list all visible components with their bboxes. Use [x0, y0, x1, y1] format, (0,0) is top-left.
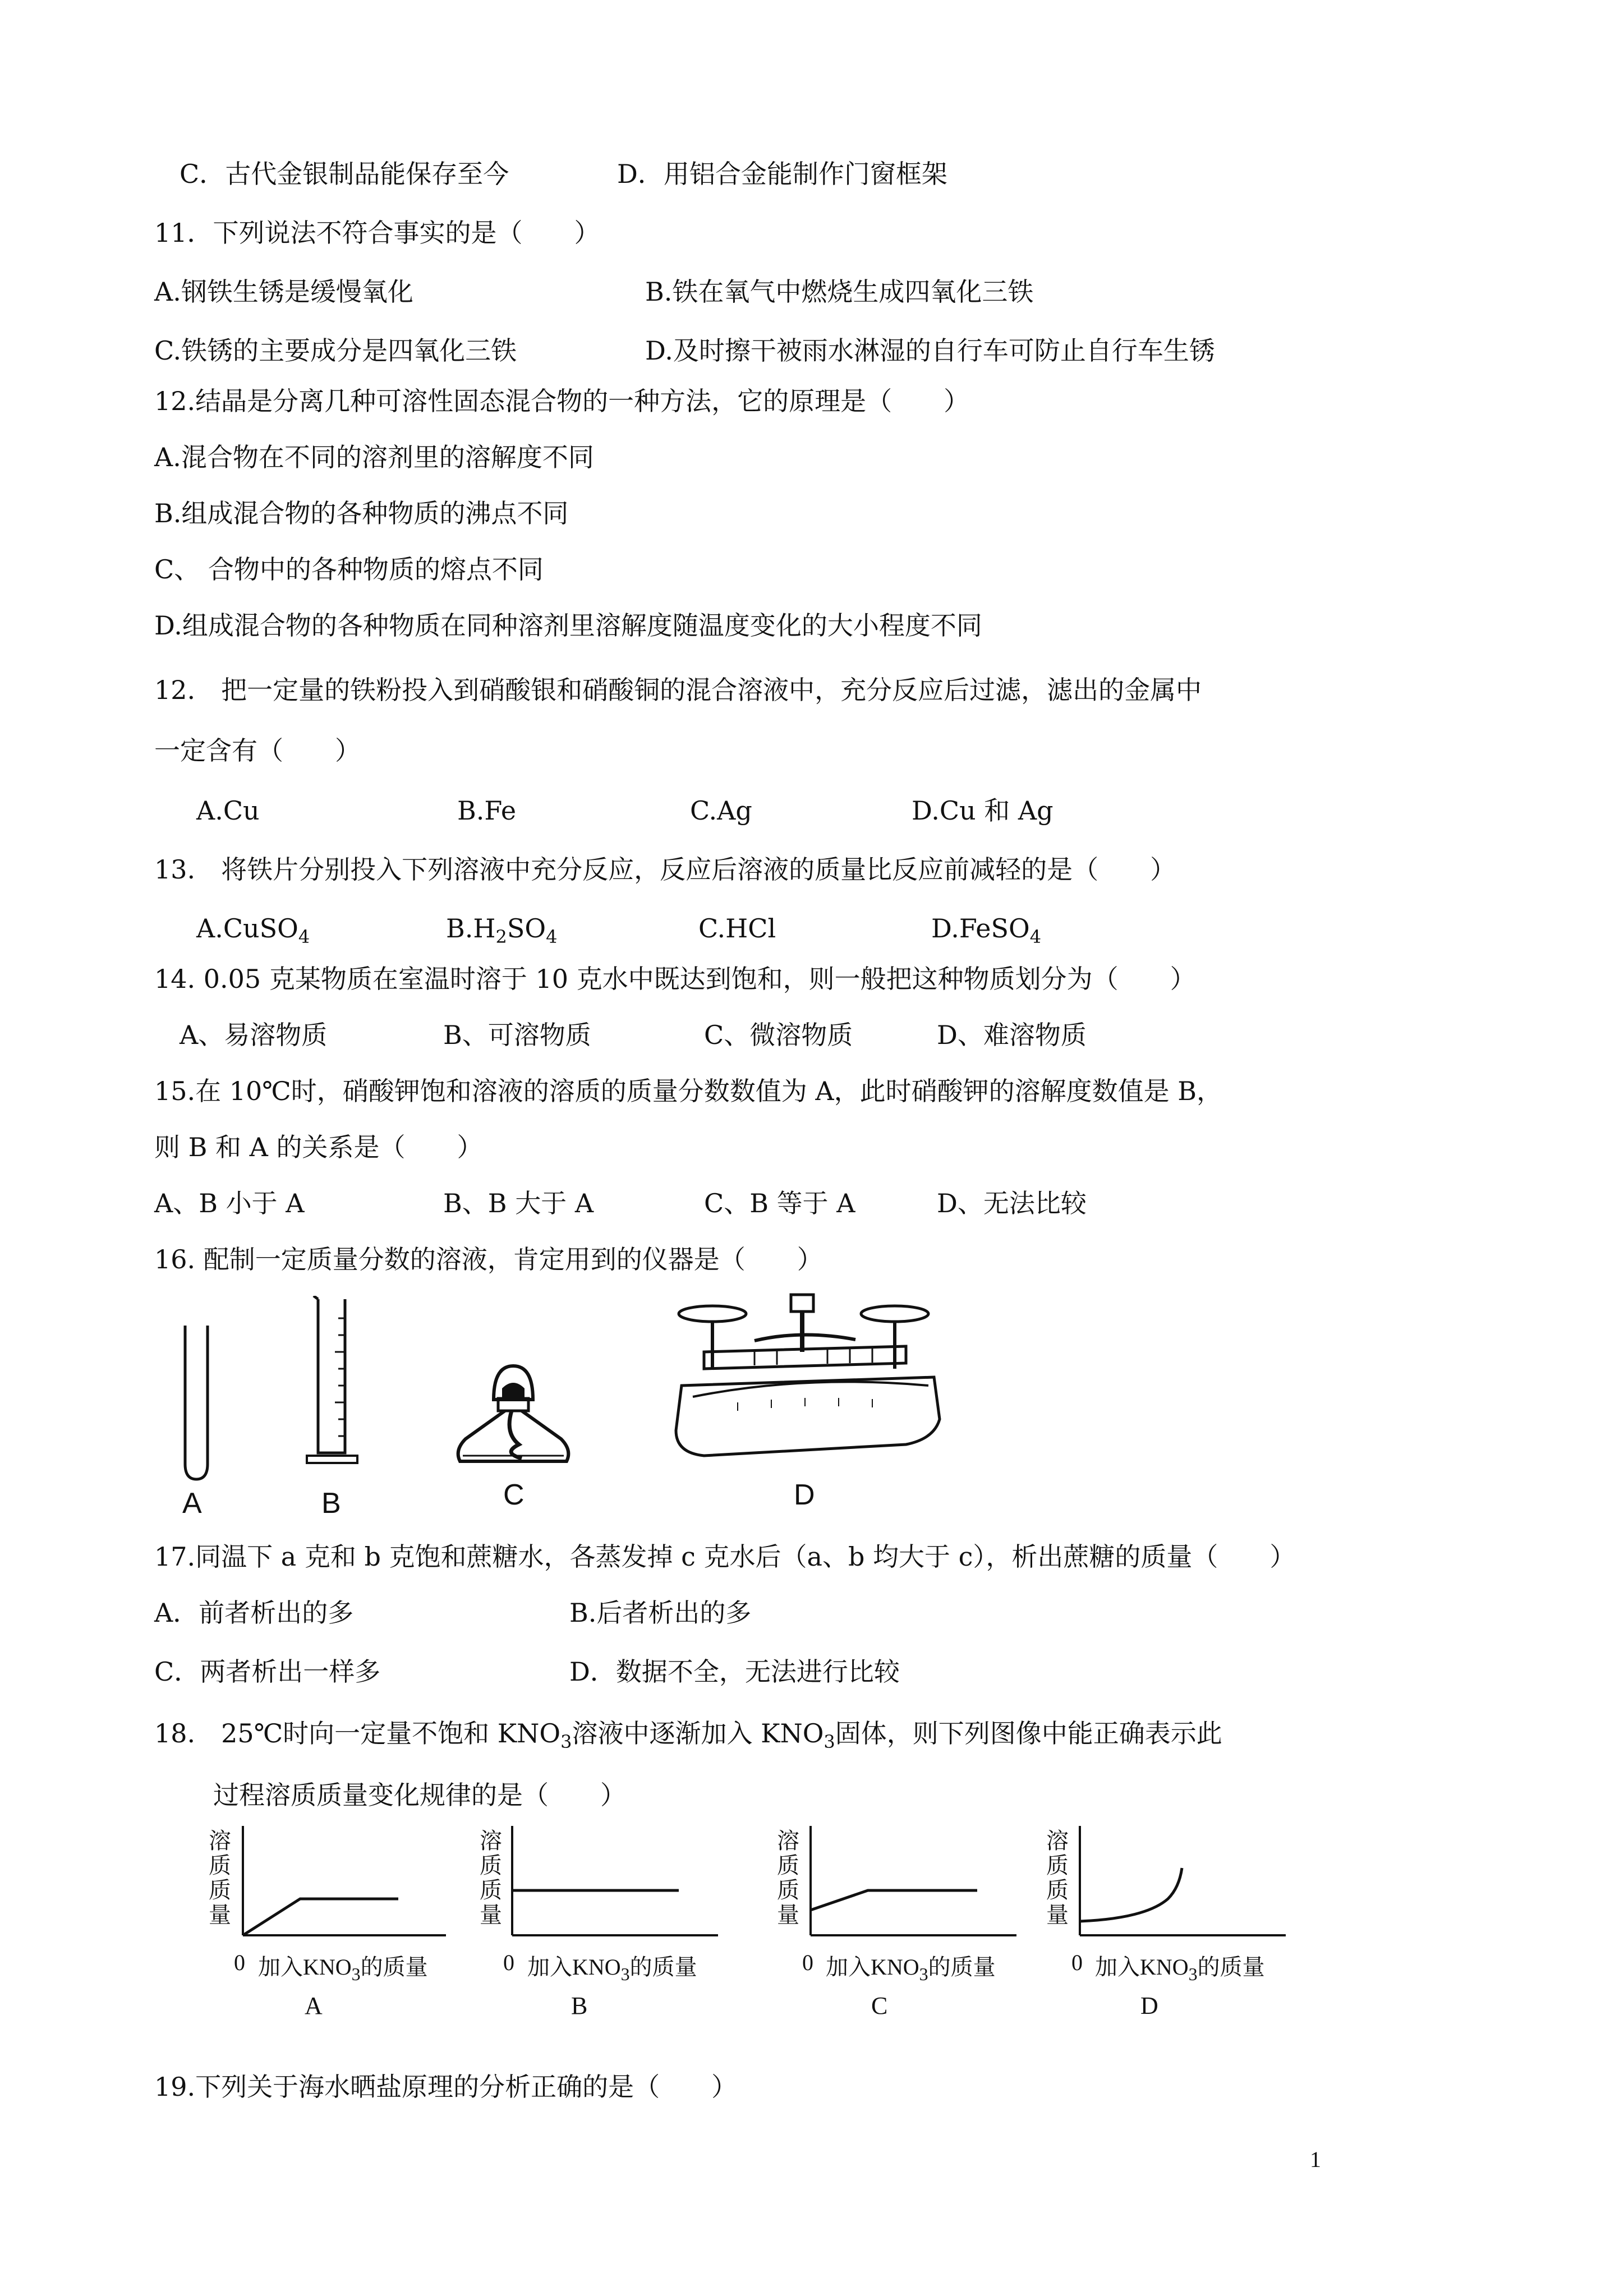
alcohol-lamp-drawing [449, 1355, 578, 1467]
q12b-option-a: A.Cu [196, 795, 260, 826]
graduated-cylinder-drawing [306, 1296, 359, 1467]
graph-a-plot [236, 1820, 452, 1947]
graph-a-curve [243, 1899, 398, 1935]
q17-option-b: B.后者析出的多 [569, 1598, 752, 1628]
apparatus-c-label: C [503, 1479, 525, 1511]
graph-b-x-label: 加入$KNO_3$的质量 [527, 1954, 697, 1984]
q13-option-a: A.CuSO$_4$ [196, 913, 310, 947]
q12b-stem-line2: 一定含有（ ） [154, 735, 361, 766]
graph-c-plot [803, 1820, 1022, 1947]
graph-c-caption: C [871, 1992, 888, 2019]
q19-stem: 19.下列关于海水晒盐原理的分析正确的是（ ） [154, 2072, 738, 2102]
q13-option-c: C.HCl [698, 913, 776, 944]
apparatus-a-label: A [182, 1487, 202, 1520]
graph-b-y-label: 溶 质 质 量 [480, 1828, 502, 1928]
page-number: 1 [1310, 2147, 1321, 2172]
q11-option-b: B.铁在氧气中燃烧生成四氧化三铁 [645, 277, 1034, 307]
q15-stem-line1: 15.在 10℃时，硝酸钾饱和溶液的溶质的质量分数数值为 A，此时硝酸钾的溶解度数值是 B， [154, 1076, 1223, 1106]
q11-option-a: A.钢铁生锈是缓慢氧化 [154, 277, 413, 307]
q12b-stem-line1: 12. 把一定量的铁粉投入到硝酸银和硝酸铜的混合溶液中，充分反应后过滤，滤出的金属中 [154, 675, 1202, 705]
q12a-stem: 12.结晶是分离几种可溶性固态混合物的一种方法，它的原理是（ ） [154, 386, 970, 416]
q14-option-d: D、难溶物质 [937, 1020, 1087, 1050]
q12a-option-d: D.组成混合物的各种物质在同种溶剂里溶解度随温度变化的大小程度不同 [154, 610, 982, 641]
graph-b-origin: 0 [503, 1950, 514, 1975]
graph-a-x-label: 加入$KNO_3$的质量 [258, 1954, 428, 1984]
graph-c-x-label: 加入$KNO_3$的质量 [826, 1954, 996, 1984]
q10-option-c: C．古代金银制品能保存至今 [180, 159, 509, 189]
q18-stem-line1: 18. 25℃时向一定量不饱和 $KNO_3$溶液中逐渐加入 $KNO_3$固体，则下列图像中能正确表示此 [154, 1718, 1222, 1752]
graph-d-caption: D [1140, 1992, 1158, 2019]
q12a-option-a: A.混合物在不同的溶剂里的溶解度不同 [154, 442, 594, 472]
q15-stem-line2: 则 B 和 A 的关系是（ ） [154, 1132, 483, 1162]
q11-option-c: C.铁锈的主要成分是四氧化三铁 [154, 335, 517, 366]
q17-option-c: C．两者析出一样多 [154, 1657, 381, 1687]
q12b-option-d: D.Cu 和 Ag [912, 795, 1053, 826]
graph-d-curve [1080, 1868, 1182, 1921]
graph-d-y-label: 溶 质 质 量 [1046, 1828, 1069, 1928]
q13-option-d: D.FeSO$_4$ [931, 913, 1042, 947]
graph-c-curve [811, 1890, 977, 1910]
q14-option-c: C、微溶物质 [704, 1020, 853, 1050]
q14-option-b: B、可溶物质 [443, 1020, 591, 1050]
graph-d-plot [1073, 1820, 1291, 1947]
q14-option-a: A、易溶物质 [180, 1020, 328, 1050]
q17-stem: 17.同温下 a 克和 b 克饱和蔗糖水，各蒸发掉 c 克水后（a、b 均大于 c），析出蔗糖的质量（ ） [154, 1542, 1296, 1572]
q11-stem: 11．下列说法不符合事实的是（ ） [154, 218, 600, 248]
q12b-option-b: B.Fe [457, 795, 517, 826]
q14-stem: 14. 0.05 克某物质在室温时溶于 10 克水中既达到饱和，则一般把这种物质划分为（ ） [154, 964, 1196, 994]
apparatus-b-label: B [321, 1487, 341, 1520]
q12a-option-b: B.组成混合物的各种物质的沸点不同 [154, 498, 569, 528]
q18-stem-line2: 过程溶质质量变化规律的是（ ） [213, 1780, 626, 1810]
q12a-option-c: C、 合物中的各种物质的熔点不同 [154, 554, 544, 585]
q17-option-d: D．数据不全，无法进行比较 [569, 1657, 900, 1687]
q11-option-d: D.及时擦干被雨水淋湿的自行车可防止自行车生锈 [645, 335, 1215, 366]
q15-option-d: D、无法比较 [937, 1188, 1087, 1218]
graph-c-y-label: 溶 质 质 量 [777, 1828, 799, 1928]
q15-option-a: A、B 小于 A [154, 1188, 305, 1218]
graph-b-caption: B [571, 1992, 588, 2019]
graph-a-y-label: 溶 质 质 量 [209, 1828, 231, 1928]
graph-d-origin: 0 [1071, 1950, 1083, 1975]
q16-stem: 16. 配制一定质量分数的溶液，肯定用到的仪器是（ ） [154, 1244, 823, 1274]
q13-stem: 13. 将铁片分别投入下列溶液中充分反应，反应后溶液的质量比反应前减轻的是（ ） [154, 854, 1176, 885]
graph-a-origin: 0 [234, 1950, 245, 1975]
q17-option-a: A．前者析出的多 [154, 1598, 354, 1628]
graph-a-caption: A [305, 1992, 323, 2019]
q12b-option-c: C.Ag [690, 795, 752, 826]
test-tube-drawing [180, 1321, 213, 1484]
q15-option-b: B、B 大于 A [443, 1188, 594, 1218]
q10-option-d: D．用铝合金能制作门窗框架 [617, 159, 947, 189]
q15-option-c: C、B 等于 A [704, 1188, 855, 1218]
apparatus-d-label: D [794, 1479, 815, 1511]
graph-b-plot [505, 1820, 724, 1947]
balance-drawing [670, 1290, 945, 1464]
graph-d-x-label: 加入$KNO_3$的质量 [1095, 1954, 1265, 1984]
graph-c-origin: 0 [802, 1950, 813, 1975]
q13-option-b: $B.H_2SO_4$ [446, 913, 558, 947]
